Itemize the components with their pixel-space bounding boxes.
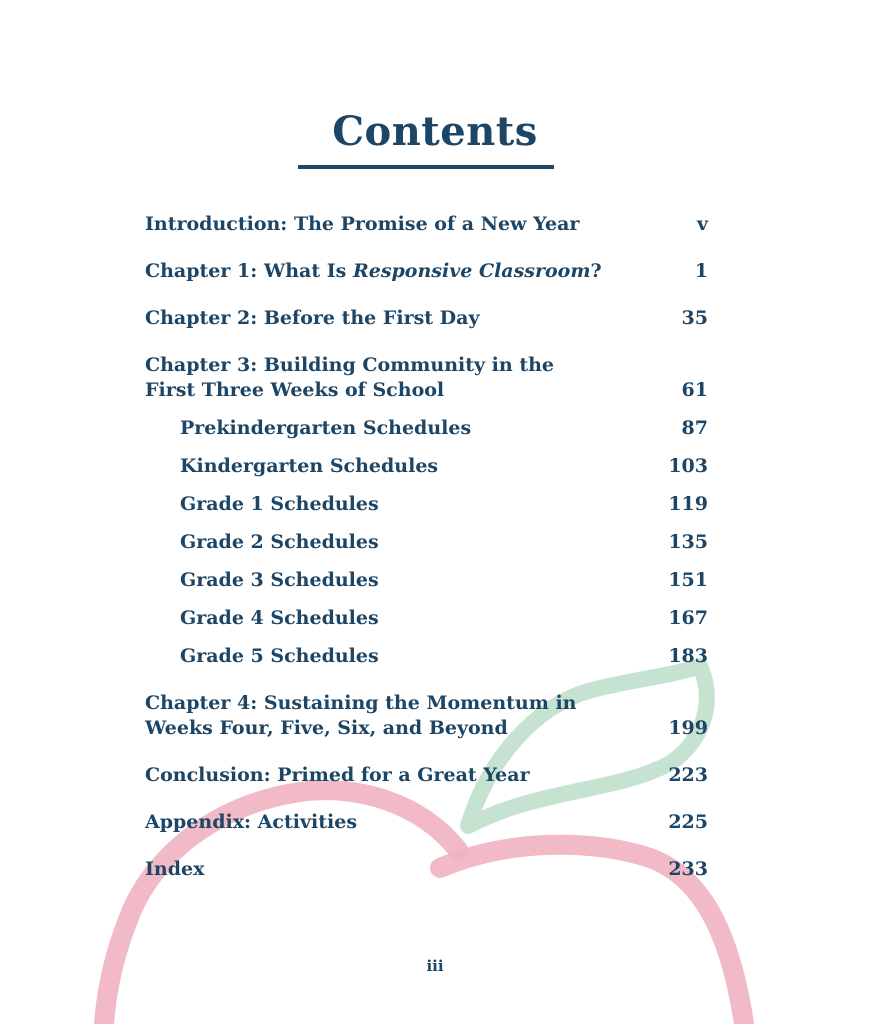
toc-title-part: Chapter 1: What Is xyxy=(145,260,353,282)
toc-entry-title: Conclusion: Primed for a Great Year xyxy=(145,764,530,786)
toc-entry-page: 233 xyxy=(668,858,708,880)
toc-entry-chapter-1[interactable] xyxy=(145,259,708,284)
toc-subentry-grade-2[interactable] xyxy=(180,530,708,555)
toc-title-italic: Responsive Classroom xyxy=(352,260,591,282)
toc-subentry-grade-1[interactable] xyxy=(180,492,708,517)
toc-entry-title: Chapter 2: Before the First Day xyxy=(145,307,480,329)
toc-subentry-grade-3[interactable] xyxy=(180,568,708,593)
toc-entry-title: Grade 5 Schedules xyxy=(180,645,379,667)
toc-entry-conclusion[interactable] xyxy=(145,763,708,788)
toc-entry-page: 225 xyxy=(668,811,708,833)
toc-entry-page: 35 xyxy=(681,307,708,329)
toc-entry-title-line-2: First Three Weeks of School xyxy=(145,379,445,401)
toc-subentry-kindergarten[interactable] xyxy=(180,454,708,479)
toc-entry-page: 61 xyxy=(681,379,708,401)
page-number: iii xyxy=(426,957,444,975)
toc-entry-title: Prekindergarten Schedules xyxy=(180,417,472,439)
toc-entry-page: 1 xyxy=(694,260,708,282)
toc-entry-title: Index xyxy=(145,858,205,880)
toc-entry-title: Grade 3 Schedules xyxy=(180,569,379,591)
toc-entry-page: 167 xyxy=(668,607,708,629)
toc-title-part: ? xyxy=(590,260,602,282)
toc-entry-title xyxy=(145,259,708,284)
toc-entry-title-line-1: Chapter 3: Building Community in the xyxy=(145,354,555,376)
toc-entry-chapter-2[interactable] xyxy=(145,306,708,331)
toc-entry-title-line-1: Chapter 4: Sustaining the Momentum in xyxy=(145,692,577,714)
toc-entry-title: Appendix: Activities xyxy=(145,811,358,833)
toc-subentry-grade-4[interactable] xyxy=(180,606,708,631)
toc-entry-title-line-2: Weeks Four, Five, Six, and Beyond xyxy=(145,717,508,739)
toc-entry-chapter-3[interactable] xyxy=(145,353,708,403)
toc-entry-title: Grade 4 Schedules xyxy=(180,607,379,629)
toc-entry-introduction[interactable] xyxy=(145,212,708,237)
toc-entry-page: 119 xyxy=(668,493,708,515)
toc-entry-page: 223 xyxy=(668,764,708,786)
toc-subentry-grade-5[interactable] xyxy=(180,644,708,669)
page-title: Contents xyxy=(332,108,538,155)
toc-subentry-prekindergarten[interactable] xyxy=(180,416,708,441)
toc-entry-chapter-4[interactable] xyxy=(145,691,708,741)
toc-entry-page: v xyxy=(696,213,708,235)
toc-entry-title: Introduction: The Promise of a New Year xyxy=(145,213,580,235)
toc-entry-page: 103 xyxy=(668,455,708,477)
toc-entry-page: 183 xyxy=(668,645,708,667)
toc-entry-title: Grade 1 Schedules xyxy=(180,493,379,515)
toc-entry-appendix[interactable] xyxy=(145,810,708,835)
toc-entry-title: Kindergarten Schedules xyxy=(180,455,439,477)
toc-entry-index[interactable] xyxy=(145,857,708,882)
title-underline xyxy=(298,165,554,169)
toc-entry-title: Grade 2 Schedules xyxy=(180,531,379,553)
toc-entry-page: 87 xyxy=(681,417,708,439)
toc-entry-page: 199 xyxy=(668,717,708,739)
toc-entry-page: 135 xyxy=(668,531,708,553)
toc-entry-page: 151 xyxy=(668,569,708,591)
